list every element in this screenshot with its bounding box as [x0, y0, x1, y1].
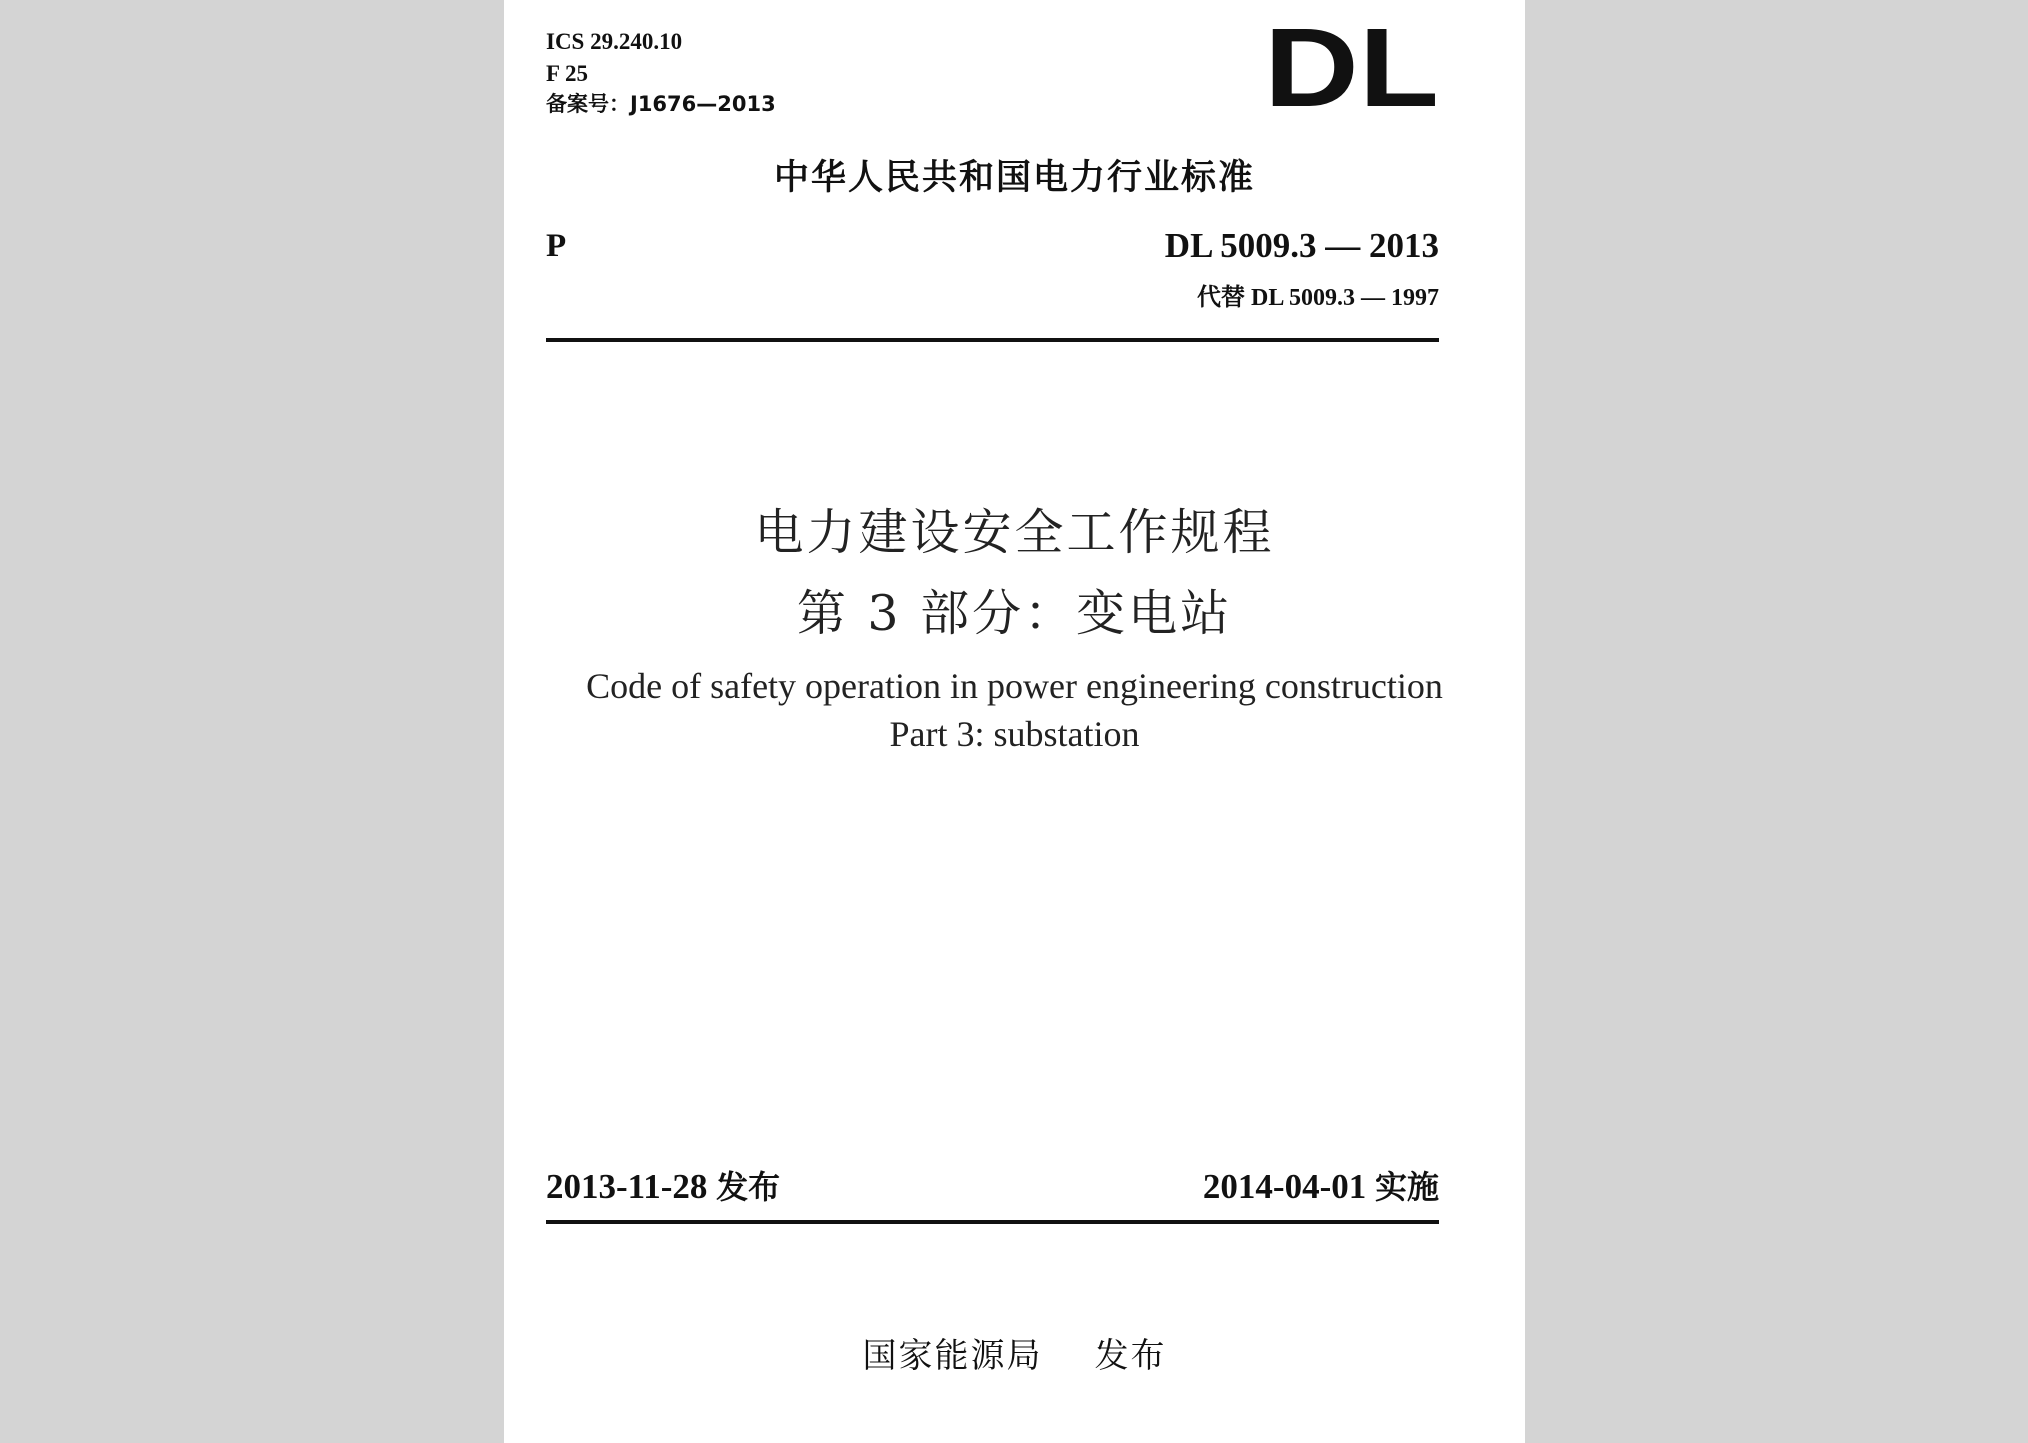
implementation-label: 实施 — [1374, 1168, 1439, 1206]
issue-date: 2013-11-28 — [546, 1167, 708, 1206]
title-chinese-part: 第 3 部分：变电站 — [796, 585, 1233, 642]
publisher-line — [504, 1328, 1525, 1377]
dl-logo — [1264, 22, 1439, 112]
footer-divider — [546, 1220, 1439, 1224]
publisher-action: 发布 — [1094, 1336, 1167, 1376]
dl-logo-text: DL — [1264, 22, 1439, 112]
replaces-standard: 代替 DL 5009.3 — 1997 — [1196, 285, 1439, 311]
header-divider — [546, 338, 1439, 342]
publisher-name: 国家能源局 — [862, 1336, 1043, 1376]
ccs-code: F 25 — [546, 61, 588, 86]
title-english-part: Part 3: substation — [889, 714, 1140, 754]
title-english-main: Code of safety operation in power engineering construction — [586, 666, 1443, 706]
implementation-date-block — [1203, 1162, 1439, 1208]
standard-number: DL 5009.3 — 2013 — [1164, 226, 1439, 265]
issue-label: 发布 — [716, 1168, 781, 1206]
classification-letter: P — [546, 228, 567, 264]
issue-date-block — [546, 1162, 780, 1208]
ics-code: ICS 29.240.10 — [546, 29, 683, 54]
title-chinese-main: 电力建设安全工作规程 — [754, 504, 1275, 561]
implementation-date: 2014-04-01 — [1202, 1167, 1367, 1206]
document-page — [504, 0, 1525, 1443]
record-number: 备案号：J1676—2013 — [546, 92, 776, 116]
standard-organization-title: 中华人民共和国电力行业标准 — [773, 158, 1255, 198]
